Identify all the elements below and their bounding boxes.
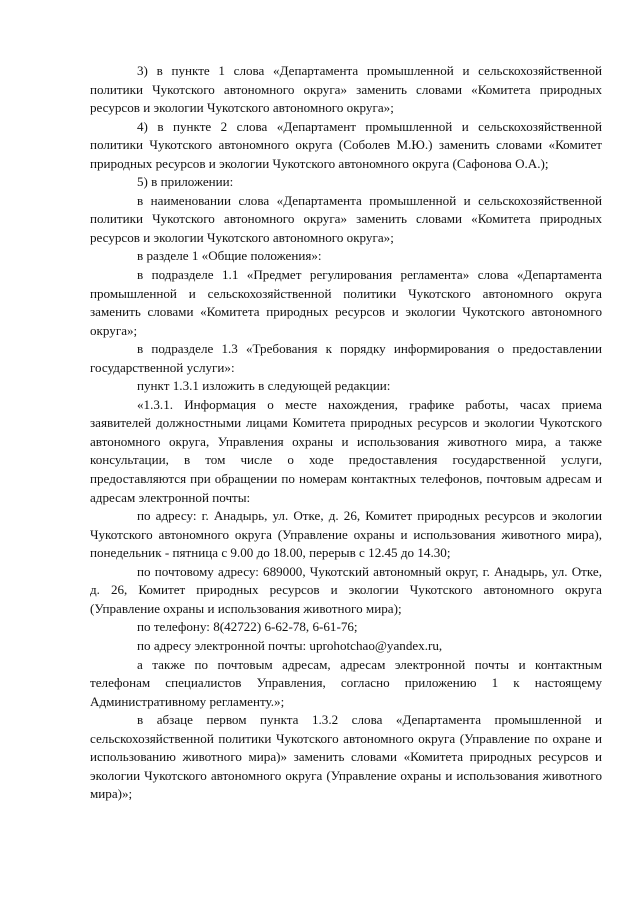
paragraph-phone: по телефону: 8(42722) 6-62-78, 6-61-76; [137,619,358,635]
paragraph-subsection-1-1: в подразделе 1.1 «Предмет регулирования регламента» слова «Департамента промышленной и сельскохозяйственной политики Чукотского автономного округа заменить словами «Комитета природных ресурсов и экологии Чукотского автономного округа»; [90,267,602,338]
document-body [90,62,602,804]
paragraph-section-1: в разделе 1 «Общие положения»: [137,248,322,264]
paragraph-info-location: «1.3.1. Информация о месте нахождения, графике работы, часах приема заявителей должностными лицами Комитета природных ресурсов и экологии Чукотского автономного округа, Управления охраны и использования животного мира, а также консультации, в том числе о ходе предоставления государственной услуги, предоставляются при обращении по номерам контактных телефонов, почтовым адресам и адресам электронной почты: [90,396,602,505]
paragraph-point-1-3-2: в абзаце первом пункта 1.3.2 слова «Департамента промышленной и сельскохозяйственной политики Чукотского автономного округа (Управление по охране и использованию животного мира)» заменить словами «Комитета природных ресурсов и экологии Чукотского автономного округа (Управление охраны и использования животного мира)»; [90,712,602,802]
paragraph-item-4: 4) в пункте 2 слова «Департамент промышленной и сельскохозяйственной политики Чукотского автономного округа (Соболев М.Ю.) заменить словами «Комитет природных ресурсов и экологии Чукотского автономного округа (Сафонова О.А.); [90,118,602,171]
paragraph-item-3: 3) в пункте 1 слова «Департамента промышленной и сельскохозяйственной политики Чукотского автономного округа» заменить словами «Комитета природных ресурсов и экологии Чукотского автономного округа»; [90,63,602,116]
paragraph-subsection-1-3: в подразделе 1.3 «Требования к порядку информирования о предоставлении государственной услуги»: [90,341,602,375]
paragraph-item-5: 5) в приложении: [137,174,234,190]
paragraph-name-change: в наименовании слова «Департамента промышленной и сельскохозяйственной политики Чукотского автономного округа» заменить словами «Комитета природных ресурсов и экологии Чукотского автономного округа»; [90,192,602,245]
paragraph-email: по адресу электронной почты: uprohotchao@yandex.ru, [137,637,443,653]
paragraph-specialists: а также по почтовым адресам, адресам электронной почты и контактным телефонам специалистов Управления, согласно приложению 1 к настоящему Административному регламенту.»; [90,656,602,709]
paragraph-postal-address: по почтовому адресу: 689000, Чукотский автономный округ, г. Анадырь, ул. Отке, д. 26, Комитет природных ресурсов и экологии Чукотского автономного округа (Управление охраны и использования животного мира); [90,563,602,616]
paragraph-address: по адресу: г. Анадырь, ул. Отке, д. 26, Комитет природных ресурсов и экологии Чукотского автономного округа (Управление охраны и использования животного мира), понедельник - пятница с 9.00 до 18.00, перерыв с 12.45 до 14.30; [90,508,602,561]
paragraph-point-1-3-1: пункт 1.3.1 изложить в следующей редакции: [137,378,391,394]
